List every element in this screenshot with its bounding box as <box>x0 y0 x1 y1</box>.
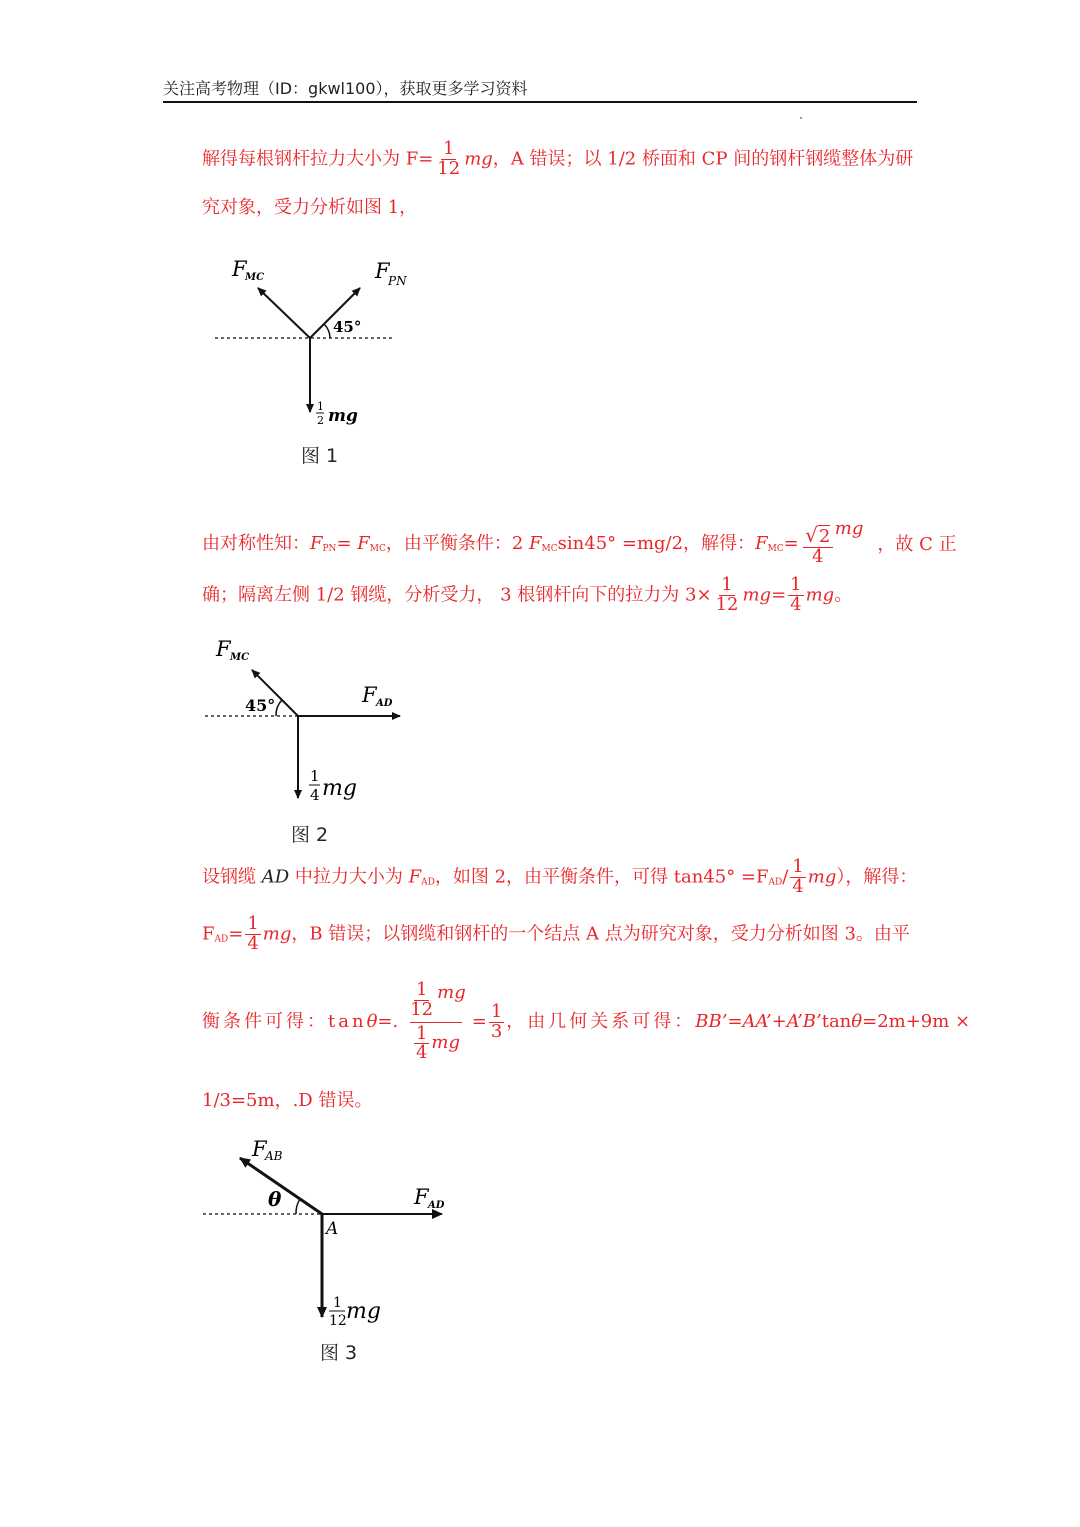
frac-den: 12 <box>410 998 434 1020</box>
frac-den: 4 <box>790 593 802 615</box>
para3-line3-text-d: =2m+9m × <box>862 1011 971 1032</box>
fraction-1-4-c <box>245 915 260 954</box>
frac-den: 3 <box>490 1020 503 1042</box>
fig1-arrow-fmc <box>258 288 310 338</box>
para3-line4: 1/3=5m，.D 错误。 <box>202 1090 373 1111</box>
big-frac-numerator <box>402 978 470 1022</box>
theta-symbol-2: θ <box>851 1011 863 1032</box>
fpn-sub: PN <box>322 544 337 554</box>
header-rule <box>163 101 917 103</box>
fraction-1-4 <box>788 576 803 615</box>
frac-den: 12 <box>715 593 739 615</box>
fad-symbol: F <box>408 866 422 888</box>
fmc-sub-2: MC <box>541 544 558 554</box>
para3-line2-text: ，B 错误；以钢缆和钢杆的一个结点 A 点为研究对象，受力分析如图 3。由平 <box>291 923 910 945</box>
figure-2-diagram <box>200 630 410 810</box>
fad-sub-3: AD <box>214 934 229 945</box>
para1-line2: 究对象，受力分析如图 1， <box>202 197 418 218</box>
frac-den: 4 <box>247 932 259 954</box>
fmc-sub-3: MC <box>767 544 784 554</box>
fig2-label-fad-sub: AD <box>376 698 393 709</box>
para2-text-d: ，故 C 正 <box>877 534 957 555</box>
para1-text-b: ，A 错误；以 1/2 桥面和 CP 间的钢杆钢缆整体为研 <box>492 148 914 170</box>
frac-num: 1 <box>443 138 455 159</box>
fig3-label-fab: F <box>252 1137 267 1161</box>
fig3-down-den: 12 <box>329 1313 347 1329</box>
mg-symbol: mg <box>742 584 772 606</box>
figure-1-caption: 图 1 <box>301 445 339 467</box>
f-symbol: F <box>202 923 215 945</box>
mg-symbol: mg <box>805 584 835 606</box>
fig3-angle-arc <box>296 1199 300 1214</box>
fraction-1-12-b <box>714 576 741 615</box>
frac-num: 1 <box>790 574 802 595</box>
para3-line2 <box>202 915 910 954</box>
fmc-symbol-2: F <box>529 533 542 554</box>
mg-symbol: mg <box>431 1032 460 1054</box>
para3-text-a: 设钢缆 <box>202 866 262 888</box>
para2-line1 <box>202 497 957 567</box>
theta-symbol: θ <box>366 1011 378 1032</box>
mg-symbol: mg <box>262 923 292 945</box>
eq: = <box>771 584 787 606</box>
fig1-label-fpn: F <box>375 259 390 283</box>
fig3-label-fad-sub: AD <box>428 1200 445 1211</box>
frac-num: 1 <box>415 978 428 1000</box>
eq: = <box>228 923 244 945</box>
fig2-label-fmc-sub: MC <box>230 652 250 663</box>
para3-line3-text-b: ，由几何关系可得： <box>506 1011 696 1032</box>
frac-num: 1 <box>721 574 733 595</box>
fig1-angle-arc <box>324 324 330 338</box>
slash: / <box>782 866 789 888</box>
fig3-down-num: 1 <box>333 1295 342 1311</box>
frac-num: 1 <box>415 1022 428 1044</box>
para2-text-c: sin45° =mg/2，解得： <box>557 533 756 554</box>
geometry-relation: BB’=AA’+A’B’ <box>695 1011 822 1032</box>
frac-den: 4 <box>792 875 804 897</box>
para2-line2 <box>202 576 852 615</box>
inner-frac-1-12 <box>408 978 435 1020</box>
big-frac-denominator <box>408 1023 464 1064</box>
sqrt-num: √2 <box>805 523 831 548</box>
para2-text-a: 由对称性知： <box>202 533 310 554</box>
eq-2: = <box>783 533 799 554</box>
stray-dot <box>800 117 802 119</box>
fad-sub-2: AD <box>768 877 783 888</box>
frac-den: 4 <box>415 1042 428 1064</box>
para3-line3 <box>202 972 970 1072</box>
fraction-sqrt2-over-4 <box>803 525 833 567</box>
tan-text: tan <box>821 1011 852 1032</box>
fig2-down-mg: mg <box>322 776 357 801</box>
para2-text-b: ，由平衡条件：2 <box>385 533 530 554</box>
fig2-label-fad: F <box>362 683 377 707</box>
para2-line1-text <box>202 535 799 567</box>
figure-1-diagram <box>210 255 420 435</box>
fmc-symbol: F <box>357 533 370 554</box>
frac-num: 1 <box>247 913 259 934</box>
fraction-1-4-b <box>790 858 805 897</box>
para3-line1 <box>202 858 917 897</box>
fig3-theta-label: θ <box>268 1187 282 1211</box>
eq-1: = <box>336 533 358 554</box>
fig2-angle-arc <box>276 700 282 716</box>
frac-den: 12 <box>437 157 461 179</box>
eq-2: = <box>471 1011 487 1032</box>
fig2-down-den: 4 <box>310 786 320 804</box>
sqrt-den: 4 <box>812 546 824 568</box>
fig1-down-mg: mg <box>328 406 358 426</box>
fig3-label-fab-sub: AB <box>265 1149 283 1163</box>
para2-line2-text: 确；隔离左侧 1/2 钢缆，分析受力， 3 根钢杆向下的拉力为 3× <box>202 584 712 606</box>
big-fraction <box>402 978 470 1064</box>
sqrt-radicand: 2 <box>818 526 831 548</box>
para1-line1 <box>202 140 913 179</box>
fig3-point-a: A <box>326 1219 339 1239</box>
inner-frac-1-4 <box>414 1022 429 1064</box>
fig2-down-num: 1 <box>310 767 320 785</box>
fig2-angle-label: 45° <box>245 696 276 715</box>
figure-2-caption: 图 2 <box>291 824 329 846</box>
mg-symbol: mg <box>464 148 493 170</box>
para3-text-c: ，如图 2，由平衡条件，可得 tan45° =F <box>434 866 769 888</box>
eq-dot: =. <box>377 1011 399 1032</box>
fig1-label-fpn-sub: PN <box>388 274 407 288</box>
para3-text-b: 中拉力大小为 <box>289 866 409 888</box>
fig1-down-num: 1 <box>317 400 324 413</box>
fig3-down-mg: mg <box>346 1299 381 1324</box>
page-header: 关注高考物理（ID：gkwl100），获取更多学习资料 <box>163 79 528 98</box>
mg-symbol: mg <box>437 981 466 1003</box>
para1-text-a: 解得每根钢杆拉力大小为 F= <box>202 148 434 170</box>
frac-num: 1 <box>792 856 804 877</box>
fig3-label-fad: F <box>414 1185 429 1209</box>
fig1-label-fmc-sub: MC <box>245 272 265 283</box>
mg-symbol-2: mg <box>834 518 864 539</box>
mg-symbol: mg <box>807 866 837 888</box>
fmc-sub: MC <box>369 544 386 554</box>
fig1-down-den: 2 <box>317 414 324 427</box>
period: 。 <box>834 584 853 606</box>
figure-3-caption: 图 3 <box>320 1342 358 1364</box>
fpn-symbol: F <box>310 533 323 554</box>
fraction-1-3 <box>489 1000 504 1042</box>
figure-3-diagram <box>200 1132 460 1332</box>
fad-sub: AD <box>421 877 435 888</box>
fig1-label-fmc: F <box>232 257 247 281</box>
para3-text-d: ），解得： <box>836 866 918 888</box>
fig2-label-fmc: F <box>216 637 231 661</box>
para3-line3-text-a: 衡条件可得：tan <box>202 1011 367 1032</box>
frac-num: 1 <box>490 1000 503 1022</box>
fmc-symbol-3: F <box>755 533 768 554</box>
fraction-1-12 <box>435 140 462 179</box>
fig1-angle-label: 45° <box>333 318 362 336</box>
ad-symbol: AD <box>261 866 290 888</box>
